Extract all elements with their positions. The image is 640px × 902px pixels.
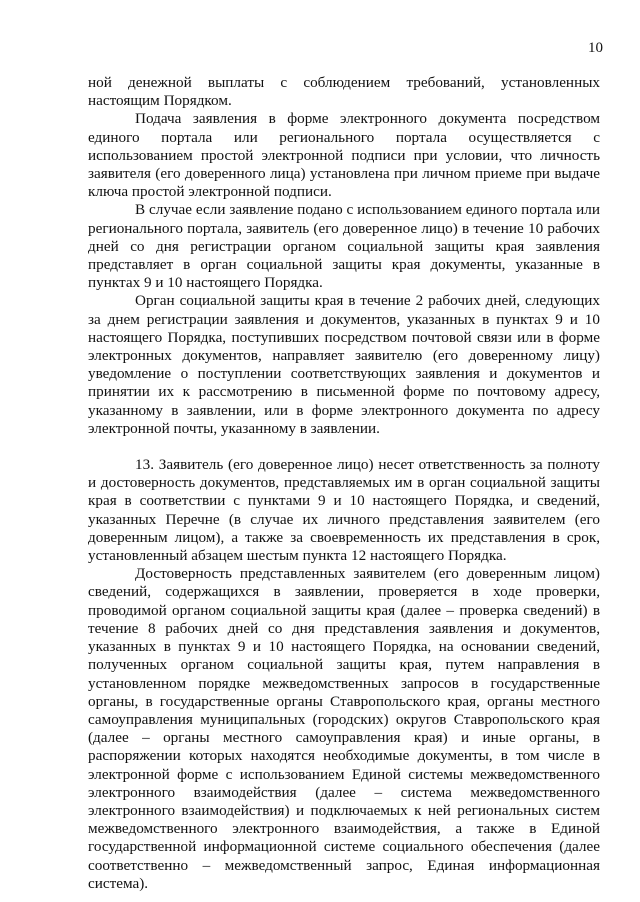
paragraph-item-13: 13. Заявитель (его доверенное лицо) несет ответственность за полноту и достоверность документов, представляемых им в орган социальной защиты края в соответствии с пунктами 9 и 10 настоящего Порядка, и сведений, указанных Перечне (в случае их личного представления заявителем (его доверенным лицом), а также за своевременность их представления в срок, установленный абзацем шестым пункта 12 настоящего Порядка. <box>88 456 600 565</box>
paragraph-portal-submission: В случае если заявление подано с использованием единого портала или регионального портала, заявитель (его доверенное лицо) в течение 10 рабочих дней со дня регистрации органом социальной защиты края заявления представляет в орган социальной защиты края документы, указанные в пунктах 9 и 10 настоящего Порядка. <box>88 201 600 292</box>
paragraph-electronic-submission: Подача заявления в форме электронного документа посредством единого портала или регионального портала осуществляется с использованием простой электронной подписи при условии, что личность заявителя (его доверенного лица) установлена при личном приеме при выдаче ключа простой электронной подписи. <box>88 110 600 201</box>
page-number: 10 <box>588 40 603 56</box>
paragraph-verification: Достоверность представленных заявителем (его доверенным лицом) сведений, содержащихся в заявлении, проверяется в ходе проверки, проводимой органом социальной защиты края (далее – проверка сведений) в течение 8 рабочих дней со дня представления заявления и документов, указанных в пунктах 9 и 10 настоящего Порядка, на основании сведений, полученных органом социальной защиты края, путем направления в установленном порядке межведомственных запросов в государственные органы, в государственные органы Ставропольского края, органы местного самоуправления муниципальных (городских) округов Ставропольского края (далее – органы местного самоуправления края) и иные органы, в распоряжении которых находятся необходимые документы, в том числе в электронной форме с использованием Единой системы межведомственного электронного взаимодействия (далее – система межведомственного электронного взаимодействия) и подключаемых к ней региональных систем межведомственного электронного взаимодействия, а также в Единой государственной информационной системе социального обеспечения (далее соответственно – межведомственный запрос, Единая информационная система). <box>88 565 600 892</box>
paragraph-notification: Орган социальной защиты края в течение 2 рабочих дней, следующих за днем регистрации заявления и документов, указанных в пунктах 9 и 10 настоящего Порядка, поступивших посредством почтовой связи или в форме электронных документов, направляет заявителю (его доверенному лицу) уведомление о поступлении соответствующих заявления и документов и принятии их к рассмотрению в письменной форме по почтовому адресу, указанному в заявлении, или в форме электронного документа по адресу электронной почты, указанному в заявлении. <box>88 292 600 437</box>
paragraph-continuation: ной денежной выплаты с соблюдением требований, установленных настоящим Порядком. <box>88 74 600 110</box>
document-body <box>88 74 600 893</box>
